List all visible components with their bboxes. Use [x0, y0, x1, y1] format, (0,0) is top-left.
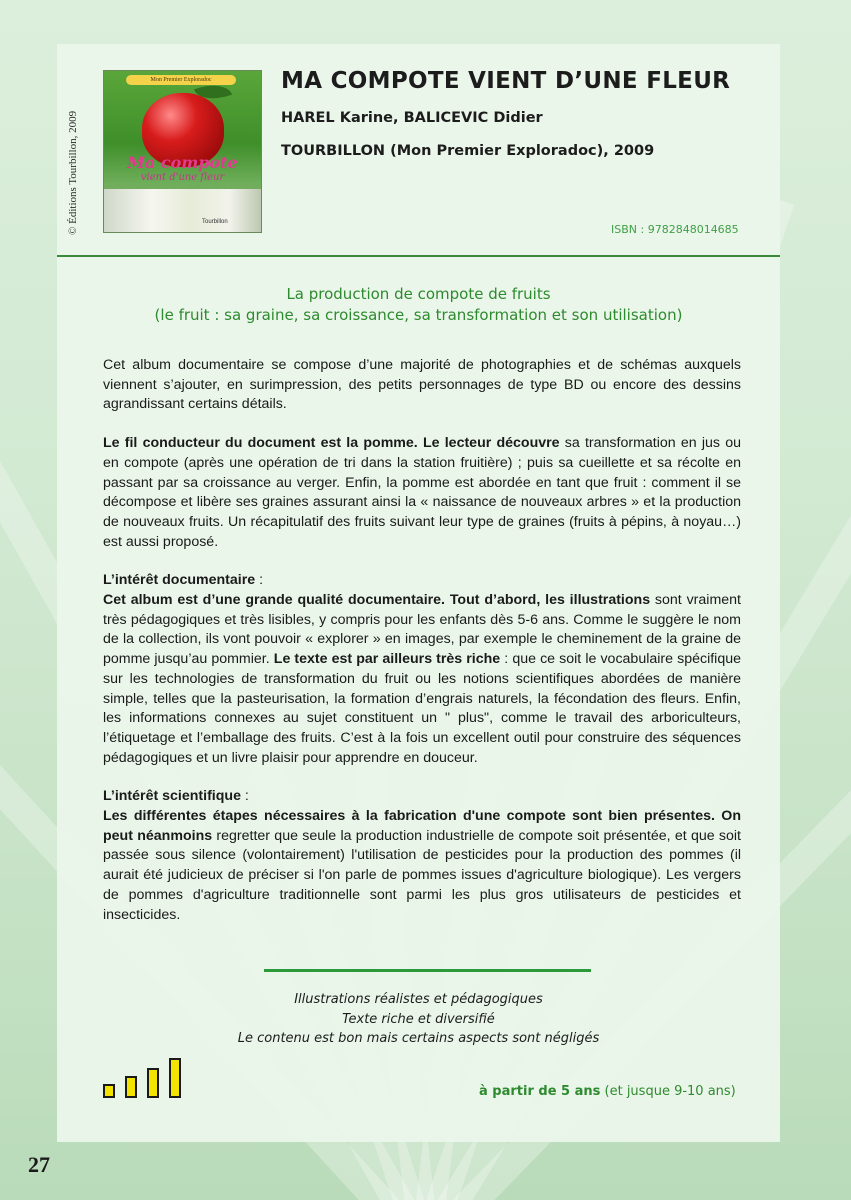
summary-divider	[264, 969, 591, 972]
cover-blossom-band	[104, 189, 261, 232]
documentary-bold-2: Le texte est par ailleurs très riche	[273, 651, 501, 668]
cover-subtitle: vient d'une fleur	[140, 172, 225, 183]
section-title-line1: La production de compote de fruits	[286, 285, 551, 303]
level-bars-icon	[103, 1058, 187, 1098]
book-authors: HAREL Karine, BALICEVIC Didier	[281, 110, 543, 126]
scientific-heading-colon: :	[240, 788, 249, 805]
level-bar-3	[147, 1068, 159, 1098]
cover-publisher: Tourbillon	[202, 219, 228, 225]
documentary-heading-colon: :	[255, 572, 264, 589]
level-bar-4	[169, 1058, 181, 1098]
paragraph-intro: Cet album documentaire se compose d’une majorité de photographies et de schémas auxquels viennent s’ajouter, en surimpression, des petits personnages de type BD ou encore des dessins agrandissant certains détails.	[103, 357, 741, 413]
header-divider	[57, 255, 780, 257]
summary	[57, 990, 780, 1049]
age-range-bold: à partir de 5 ans	[479, 1084, 601, 1099]
scientific-text: regretter que seule la production industrielle de compote soit présentée, et que soit passée sous silence (volontairement) l'utilisation de pesticides pour la production des pommes (il aurait été judicieux de préciser si l'on parle de pommes issues d'agriculture biologique). Les vergers de pommes d'agriculture traditionnelle sont parmi les plus gros utilisateurs de pesticides et insecticides.	[103, 827, 741, 923]
summary-line1: Illustrations réalistes et pédagogiques	[294, 992, 543, 1007]
section-title-line2: (le fruit : sa graine, sa croissance, sa transformation et son utilisation)	[154, 306, 683, 324]
summary-line3: Le contenu est bon mais certains aspects sont négligés	[237, 1031, 600, 1046]
book-publisher: TOURBILLON (Mon Premier Exploradoc), 2009	[281, 143, 655, 159]
cover-series-label: Mon Premier Exploradoc	[126, 75, 236, 85]
scientific-heading: L’intérêt scientifique	[103, 788, 241, 805]
book-cover-image	[103, 70, 262, 233]
paragraph-documentary	[103, 571, 741, 768]
section-title	[57, 284, 780, 326]
summary-line2: Texte riche et diversifié	[342, 1011, 495, 1027]
age-range	[479, 1084, 736, 1099]
level-bar-1	[103, 1084, 115, 1098]
documentary-heading: L’intérêt documentaire	[103, 572, 256, 589]
thread-bold: Le fil conducteur du document est la pomme. Le lecteur découvre	[103, 435, 560, 452]
book-isbn: ISBN : 9782848014685	[611, 223, 739, 236]
scientific-bold: Les différentes étapes nécessaires à la fabrication d'une compote sont bien présentes. On peut néanmoins	[103, 808, 741, 844]
book-title: MA COMPOTE VIENT D’UNE FLEUR	[281, 68, 731, 94]
documentary-text-2: : que ce soit le vocabulaire spécifique sur les technologies de transformation du fruit ou les notions scientifiques abordées de manière simple, telles que la pasteurisation, la formation d’engrais naturels, la fécondation des fleurs. Enfin, les informations connexes au sujet constituent un " plus", comme le travail des arboriculteurs, l’étiquetage et l’emballage des fruits. C’est à la fois un excellent outil pour construire des séquences pédagogiques et un livre plaisir pour apprendre en douceur.	[103, 651, 741, 766]
age-range-rest: (et jusque 9-10 ans)	[600, 1084, 736, 1099]
thread-text: sa transformation en jus ou en compote (après une opération de tri dans la station fruitière) ; puis sa cueillette et sa récolte en passant par sa croissance au verger. Enfin, la pomme est abordée en tant que fruit : comment il se décompose et libère ses graines assurant ainsi la « naissance de nouveaux arbres » et la production de nouveaux fruits. Un récapitulatif des fruits suivant leur type de graines (fruits à pépins, à noyau…) est aussi proposé.	[103, 435, 741, 550]
level-bar-2	[125, 1076, 137, 1098]
paragraph-scientific	[103, 787, 741, 925]
documentary-bold-1: Cet album est d’une grande qualité documentaire. Tout d’abord, les illustrations	[103, 592, 651, 609]
review-body	[103, 356, 741, 944]
documentary-text-1: sont vraiment très pédagogiques et très lisibles, y compris pour les enfants dès 5-6 ans. Comme le suggère le nom de la collection, ils vont pouvoir « explorer » en images, par exemple le cheminement de la graine de pomme jusqu’au pommier.	[103, 592, 741, 668]
copyright-notice: © Éditions Tourbillon, 2009	[67, 110, 79, 235]
page-number: 27	[28, 1152, 50, 1177]
cover-title: Ma compote	[127, 153, 238, 172]
paragraph-thread	[103, 434, 741, 552]
